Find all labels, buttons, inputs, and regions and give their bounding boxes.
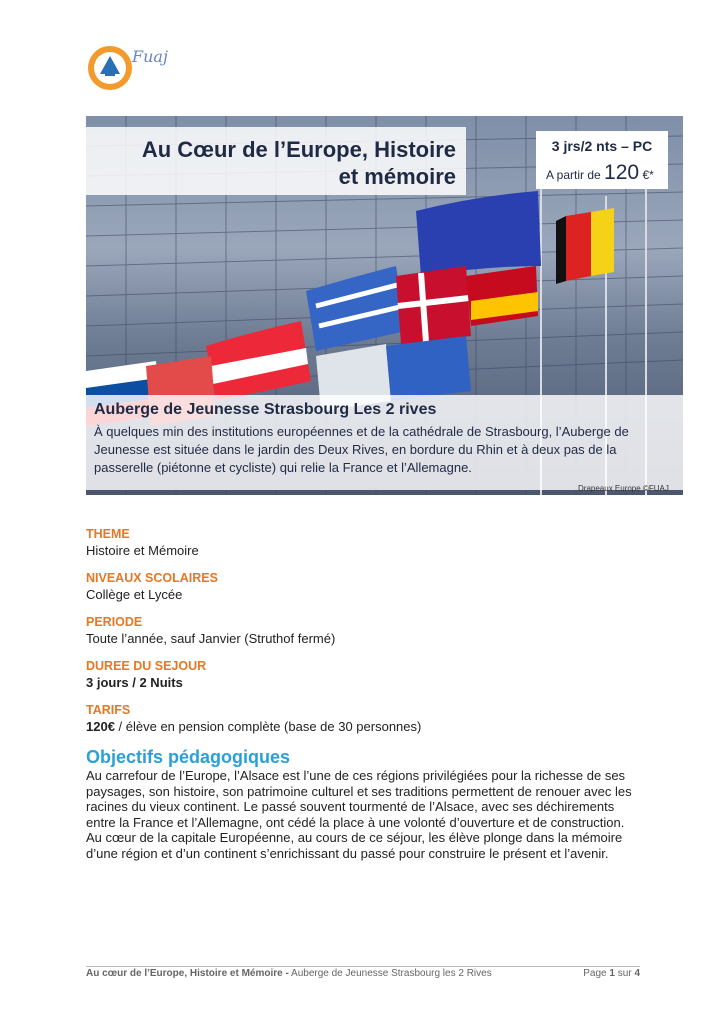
section-value: 3 jours / 2 Nuits bbox=[86, 675, 183, 690]
objectives-paragraph-1: Au carrefour de l’Europe, l’Alsace est l’une de ces régions privilégiées pour la richesse de ses paysages, son histoire, son patrimoine culturel et ses traditions permettent de renouer avec les racines du vieux continent. Le passé souvent tourmenté de l’Alsace, avec ses déchirements entre la France et l’Allemagne, ont cédé la place à une volonté d’ouverture et de construction. bbox=[86, 768, 632, 830]
footer-doc-title bbox=[86, 968, 492, 979]
objectives-paragraph-2: Au cœur de la capitale Européenne, au cours de ce séjour, les élève plonge dans la mémoire d’une région et d’un continent s’enrichissant du passé pour construire le présent et l’avenir. bbox=[86, 830, 623, 861]
section-label: NIVEAUX SCOLAIRES bbox=[86, 571, 218, 585]
section-period bbox=[86, 615, 335, 646]
price-line bbox=[546, 161, 654, 185]
fuaj-logo bbox=[86, 40, 206, 100]
footer-title-rest: Auberge de Jeunesse Strasbourg les 2 Rives bbox=[288, 968, 492, 979]
section-value: Toute l’année, sauf Janvier (Struthof fermé) bbox=[86, 631, 336, 646]
section-theme bbox=[86, 527, 199, 558]
duration-label: 3 jrs/2 nts – PC bbox=[551, 138, 653, 154]
section-tarifs bbox=[86, 703, 421, 734]
section-label: TARIFS bbox=[86, 703, 131, 717]
objectives-title: Objectifs pédagogiques bbox=[86, 747, 291, 767]
page-num: 1 bbox=[609, 968, 615, 979]
page-word: Page bbox=[583, 968, 607, 979]
footer-divider bbox=[86, 966, 640, 967]
section-label: PERIODE bbox=[86, 615, 143, 629]
section-duration bbox=[86, 659, 206, 690]
hero-title-line1: Au Cœur de l’Europe, Histoire bbox=[141, 137, 456, 162]
section-label: THEME bbox=[86, 527, 130, 541]
hero-title-line2: et mémoire bbox=[338, 164, 456, 189]
hero-caption bbox=[86, 395, 683, 490]
section-value bbox=[86, 719, 421, 734]
of-word: sur bbox=[617, 968, 632, 979]
photo-credit: Drapeaux Europe ©FUAJ bbox=[578, 484, 669, 493]
price-box bbox=[536, 131, 668, 189]
footer-page-number bbox=[583, 968, 640, 979]
price-prefix: A partir de bbox=[546, 168, 601, 182]
tarif-detail: / élève en pension complète (base de 30 personnes) bbox=[114, 719, 422, 734]
section-levels bbox=[86, 571, 218, 602]
svg-text:Fuaj: Fuaj bbox=[132, 47, 168, 66]
footer bbox=[86, 968, 640, 979]
tarif-amount: 120€ bbox=[86, 719, 115, 734]
price-suffix: €* bbox=[642, 168, 654, 182]
price-value: 120 bbox=[604, 161, 640, 184]
objectives-text bbox=[86, 768, 646, 862]
section-label: DUREE DU SEJOUR bbox=[86, 659, 207, 673]
footer-title-bold: Au cœur de l’Europe, Histoire et Mémoire - bbox=[86, 968, 289, 979]
caption-heading: Auberge de Jeunesse Strasbourg Les 2 rives bbox=[94, 401, 437, 418]
hero-title-box bbox=[86, 127, 466, 195]
section-value: Collège et Lycée bbox=[86, 587, 183, 602]
page-total: 4 bbox=[634, 968, 640, 979]
section-value: Histoire et Mémoire bbox=[86, 543, 199, 558]
caption-text: À quelques min des institutions européennes et de la cathédrale de Strasbourg, l’Auberge de Jeunesse est située dans le jardin des Deux Rives, en bordure du Rhin et à deux pas de la passerelle (piétonne et cycliste) qui relie la France et l’Allemagne. bbox=[94, 424, 629, 475]
